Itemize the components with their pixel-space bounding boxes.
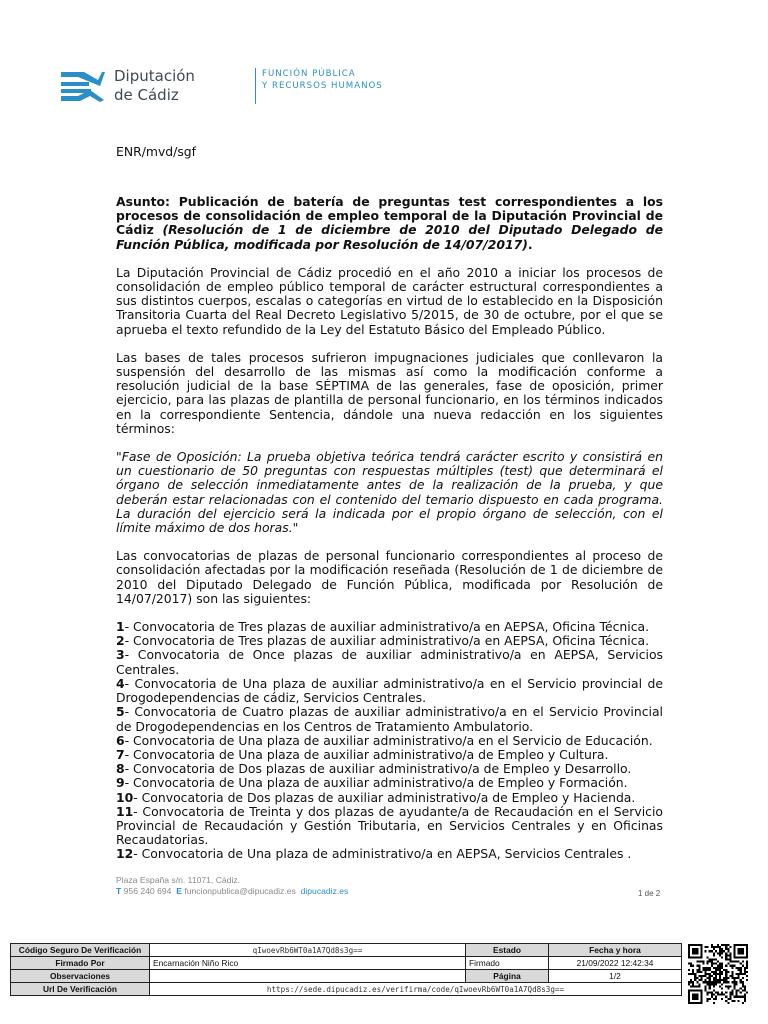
list-item: 11- Convocatoria de Treinta y dos plazas de ayudante/a de Recaudación en el Servicio Provincial de Recaudación y Gestión Tributaria, en Servicios Centrales y en Oficinas Recaudatorias. <box>116 803 663 848</box>
firmado-por-label: Firmado Por <box>11 957 150 970</box>
estado-label: Estado <box>466 944 549 957</box>
footer-website[interactable]: dipucadiz.es <box>300 886 349 896</box>
footer-address: Plaza España s/n. 11071, Cádiz. T 956 240 694 E funcionpublica@dipucadiz.es dipucadiz.es <box>116 875 349 896</box>
paragraph-bases: Las bases de tales procesos sufrieron impugnaciones judiciales que conllevaron la suspensión del desarrollo de las mismas así como la modificación conforme a resolución judicial de la base SÉPTIMA de las generales, fase de oposición, primer ejercicio, para las plazas de plantilla de personal funcionario, en los términos indicados en la correspondiente Sentencia, dándole una nueva redacción en los siguientes términos: <box>116 349 663 436</box>
observaciones-label: Observaciones <box>11 970 150 983</box>
footer-email[interactable]: funcionpublica@dipucadiz.es <box>184 886 296 896</box>
list-item: 8- Convocatoria de Dos plazas de auxiliar administrativo/a de Empleo y Desarrollo. <box>116 761 632 777</box>
csv-value: qIwoevRb6WT0a1A7Qd8s3g== <box>150 944 466 957</box>
verification-table <box>10 943 682 996</box>
csv-label: Código Seguro De Verificación <box>11 944 150 957</box>
verification-url[interactable]: https://sede.dipucadiz.es/verifirma/code/qIwoevRb6WT0a1A7Qd8s3g== <box>150 983 682 996</box>
estado-value: Firmado <box>466 957 549 970</box>
list-item: 3- Convocatoria de Once plazas de auxiliar administrativo/a en AEPSA, Servicios Centrales. <box>116 647 663 677</box>
fecha-label: Fecha y hora <box>549 944 682 957</box>
list-item: 5- Convocatoria de Cuatro plazas de auxiliar administrativo/a en el Servicio Provincial de Drogodependencias en los Centros de Tratamiento Ambulatorio. <box>116 704 663 734</box>
qr-code-icon[interactable] <box>688 944 748 1004</box>
list-item: 7- Convocatoria de Una plaza de auxiliar administrativo/a de Empleo y Cultura. <box>116 746 609 762</box>
logo-divider <box>255 68 256 104</box>
pagina-label: Página <box>466 970 549 983</box>
quoted-rule: "Fase de Oposición: La prueba objetiva teórica tendrá carácter escrito y consistirá en un cuestionario de 50 preguntas con respuestas múltiples (test) que determinará el órgano de selección inmediatamente antes de la realización de la prueba, y que deberán estar relacionadas con el contenido del temario dispuesto en cada programa. La duración del ejercicio será la indicada por el propio órgano de selección, con el límite máximo de dos horas." <box>116 449 663 536</box>
paragraph-convocatorias: Las convocatorias de plazas de personal funcionario correspondientes al proceso de consolidación afectadas por la modificación reseñada (Resolución de 1 de diciembre de 2010 del Diputado Delegado de Función Pública, modificada por Resolución de 14/07/2017) son las siguientes: <box>116 548 663 606</box>
fecha-value: 21/09/2022 12:42:34 <box>549 957 682 970</box>
org-name: Diputación de Cádiz <box>114 67 195 104</box>
convocatorias-list <box>116 620 663 861</box>
document-reference: ENR/mvd/sgf <box>116 144 197 159</box>
page-counter: 1 de 2 <box>638 889 661 898</box>
list-item: 9- Convocatoria de Una plaza de auxiliar administrativo/a de Empleo y Formación. <box>116 775 628 791</box>
signer-name: Encarnación Niño Rico <box>150 957 466 970</box>
list-item: 6- Convocatoria de Una plaza de auxiliar administrativo/a en el Servicio de Educación. <box>116 732 653 748</box>
footer-phone: 956 240 694 <box>123 886 172 896</box>
url-label: Url De Verificación <box>11 983 150 996</box>
document-body <box>116 195 663 862</box>
diputacion-logo-icon <box>58 66 106 106</box>
list-item: 12- Convocatoria de Una plaza de administrativo/a en AEPSA, Servicios Centrales . <box>116 846 632 862</box>
list-item: 1- Convocatoria de Tres plazas de auxiliar administrativo/a en AEPSA, Oficina Técnica. <box>116 619 650 635</box>
list-item: 4- Convocatoria de Una plaza de auxiliar administrativo/a en el Servicio provincial de Drogodependencias de cádiz, Servicios Centrales. <box>116 675 663 706</box>
list-item: 10- Convocatoria de Dos plazas de auxiliar administrativo/a de Empleo y Hacienda. <box>116 789 636 805</box>
paragraph-intro: La Diputación Provincial de Cádiz procedió en el año 2010 a iniciar los procesos de consolidación de empleo público temporal de carácter estructural correspondientes a sus distintos cuerpos, escalas o categorías en virtud de lo establecido en la Disposición Transitoria Cuarta del Real Decreto Legislativo 5/2015, de 30 de octubre, por el que se aprueba el texto refundido de la Ley del Estatuto Básico del Empleado Público. <box>116 264 663 337</box>
pagina-value: 1/2 <box>549 970 682 983</box>
document-subject: Asunto: Publicación de batería de preguntas test correspondientes a los procesos de consolidación de empleo temporal de la Diputación Provincial de Cádiz (Resolución de 1 de diciembre de 2010 del Diputado Delegado de Función Pública, modificada por Resolución de 14/07/2017). <box>116 194 663 252</box>
observaciones-value <box>150 970 466 983</box>
list-item: 2- Convocatoria de Tres plazas de auxiliar administrativo/a en AEPSA, Oficina Técnica. <box>116 633 650 649</box>
department-name: FUNCIÓN PÚBLICA Y RECURSOS HUMANOS <box>262 69 383 91</box>
